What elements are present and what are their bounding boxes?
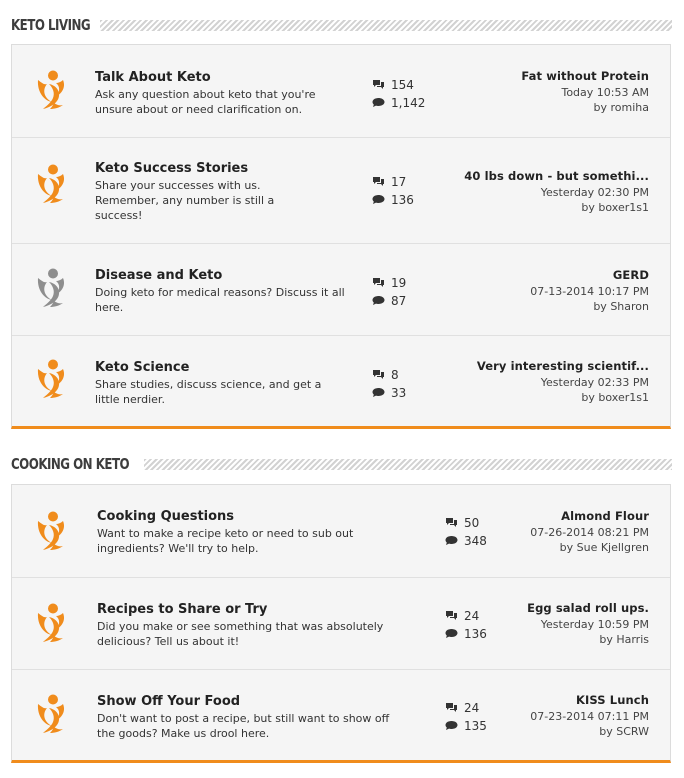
forum-info <box>95 70 345 117</box>
last-post-title-link[interactable]: Almond Flour <box>561 509 649 523</box>
last-post-author <box>464 200 649 216</box>
posts-icon <box>372 387 385 398</box>
forum-title-link[interactable]: Cooking Questions <box>97 509 235 524</box>
forum-description: Ask any question about keto that you're unsure about or need clarification on. <box>95 88 316 116</box>
forum-stats <box>445 607 487 643</box>
last-post-time: 07-26-2014 08:21 PM <box>530 525 649 539</box>
posts-count: 135 <box>464 718 487 733</box>
forum-row[interactable] <box>12 485 670 577</box>
forum-list-keto-living <box>11 44 671 429</box>
last-post-info <box>530 509 649 556</box>
section-divider <box>144 459 672 470</box>
last-post-time: Yesterday 02:30 PM <box>540 185 649 199</box>
forum-description: Share studies, discuss science, and get a little nerdier. <box>95 378 322 406</box>
last-post-info <box>477 359 649 406</box>
forum-description: Doing keto for medical reasons? Discuss it all here. <box>95 286 345 314</box>
last-post-author <box>530 540 649 556</box>
section-title: COOKING ON KETO <box>11 455 130 473</box>
posts-icon <box>372 194 385 205</box>
posts-icon <box>445 535 458 546</box>
threads-icon <box>372 79 385 90</box>
threads-icon <box>372 176 385 187</box>
username-link[interactable]: Sue Kjellgren <box>576 541 649 554</box>
forum-info <box>97 602 407 649</box>
last-post-author <box>530 724 649 740</box>
by-label: by <box>581 391 599 404</box>
forum-row[interactable] <box>12 577 670 669</box>
last-post-info <box>464 169 649 216</box>
forum-description: Did you make or see something that was absolutely delicious? Tell us about it! <box>97 620 384 648</box>
by-label: by <box>581 201 599 214</box>
posts-count: 136 <box>464 626 487 641</box>
section-header-cooking-on-keto <box>11 453 672 475</box>
last-post-author <box>530 299 649 315</box>
username-link[interactable]: Harris <box>616 633 649 646</box>
username-link[interactable]: boxer1s1 <box>598 201 649 214</box>
forum-description: Share your successes with us. Remember, any number is still a success! <box>95 179 275 222</box>
orange-figure-icon <box>32 359 70 399</box>
last-post-title-link[interactable]: 40 lbs down - but somethi... <box>464 169 649 183</box>
last-post-title-link[interactable]: KISS Lunch <box>576 693 649 707</box>
last-post-info <box>530 693 649 740</box>
threads-icon <box>445 610 458 621</box>
threads-count: 154 <box>391 77 414 92</box>
forum-stats <box>372 173 414 209</box>
threads-count: 19 <box>391 275 407 290</box>
forum-info <box>97 694 407 741</box>
forum-row[interactable] <box>12 45 670 137</box>
last-post-author <box>521 100 649 116</box>
threads-count: 24 <box>464 700 480 715</box>
username-link[interactable]: Sharon <box>610 300 649 313</box>
last-post-time: 07-13-2014 10:17 PM <box>530 284 649 298</box>
posts-count: 87 <box>391 293 407 308</box>
last-post-title-link[interactable]: Fat without Protein <box>521 69 649 83</box>
posts-icon <box>445 720 458 731</box>
forum-title-link[interactable]: Disease and Keto <box>95 268 223 283</box>
orange-figure-icon <box>32 511 70 551</box>
forum-row[interactable] <box>12 335 670 426</box>
threads-count: 50 <box>464 515 480 530</box>
forum-list-cooking-on-keto <box>11 484 671 763</box>
last-post-time: Yesterday 10:59 PM <box>540 617 649 631</box>
posts-count: 136 <box>391 192 414 207</box>
orange-figure-icon <box>32 694 70 734</box>
orange-figure-icon <box>32 603 70 643</box>
posts-count: 33 <box>391 385 407 400</box>
last-post-author <box>527 632 649 648</box>
last-post-time: Today 10:53 AM <box>561 85 649 99</box>
last-post-info <box>527 601 649 648</box>
last-post-time: 07-23-2014 07:11 PM <box>530 709 649 723</box>
forum-stats <box>372 366 406 402</box>
last-post-title-link[interactable]: Very interesting scientif... <box>476 359 649 373</box>
by-label: by <box>559 541 577 554</box>
last-post-author <box>477 390 649 406</box>
forum-row[interactable] <box>12 243 670 335</box>
by-label: by <box>593 300 611 313</box>
forum-row[interactable] <box>12 669 670 760</box>
username-link[interactable]: boxer1s1 <box>598 391 649 404</box>
last-post-time: Yesterday 02:33 PM <box>540 375 649 389</box>
username-link[interactable]: SCRW <box>616 725 649 738</box>
last-post-title-link[interactable]: Egg salad roll ups. <box>527 601 649 615</box>
forum-info <box>95 268 345 315</box>
section-title: KETO LIVING <box>11 16 91 34</box>
posts-count: 348 <box>464 533 487 548</box>
threads-icon <box>445 702 458 713</box>
forum-row[interactable] <box>12 137 670 243</box>
forum-title-link[interactable]: Talk About Keto <box>95 70 211 85</box>
section-divider <box>100 20 672 31</box>
posts-icon <box>445 628 458 639</box>
orange-figure-icon <box>32 70 70 110</box>
threads-count: 8 <box>391 367 399 382</box>
by-label: by <box>593 101 611 114</box>
forum-description: Want to make a recipe keto or need to sub out ingredients? We'll try to help. <box>97 527 354 555</box>
posts-count: 1,142 <box>391 95 426 110</box>
last-post-title-link[interactable]: GERD <box>612 268 649 282</box>
forum-stats <box>372 76 425 112</box>
section-header-keto-living <box>11 14 672 36</box>
forum-description: Don't want to post a recipe, but still want to show off the goods? Make us drool here. <box>97 712 390 740</box>
forum-title-link[interactable]: Keto Success Stories <box>95 161 249 176</box>
forum-stats <box>445 514 487 550</box>
threads-count: 17 <box>391 174 407 189</box>
posts-icon <box>372 97 385 108</box>
gray-figure-icon <box>32 268 70 308</box>
forum-title-link[interactable]: Keto Science <box>95 360 190 375</box>
forum-stats <box>372 274 406 310</box>
orange-figure-icon <box>32 164 70 204</box>
forum-stats <box>445 699 487 735</box>
threads-count: 24 <box>464 608 480 623</box>
posts-icon <box>372 295 385 306</box>
forum-title-link[interactable]: Recipes to Share or Try <box>97 602 268 617</box>
forum-info <box>95 161 305 223</box>
last-post-info <box>530 268 649 315</box>
forum-title-link[interactable]: Show Off Your Food <box>97 694 241 709</box>
username-link[interactable]: romiha <box>610 101 649 114</box>
forum-info <box>95 360 345 407</box>
threads-icon <box>372 369 385 380</box>
threads-icon <box>372 277 385 288</box>
threads-icon <box>445 517 458 528</box>
forum-info <box>97 509 387 556</box>
last-post-info <box>521 69 649 116</box>
by-label: by <box>599 725 617 738</box>
by-label: by <box>599 633 617 646</box>
